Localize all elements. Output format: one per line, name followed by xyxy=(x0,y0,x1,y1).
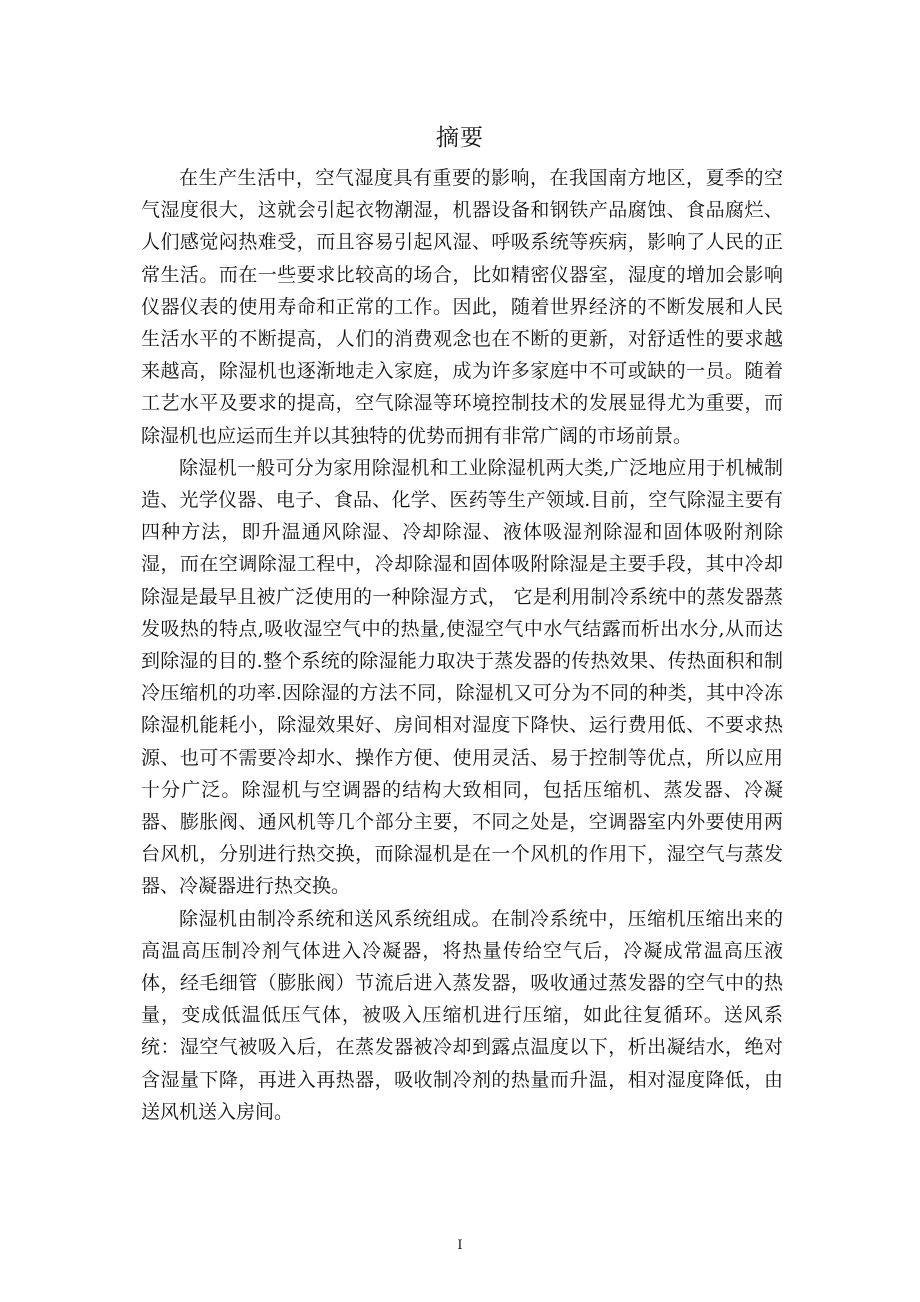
paragraph: 在生产生活中，空气湿度具有重要的影响，在我国南方地区，夏季的空气湿度很大，这就会引起衣物潮湿，机器设备和钢铁产品腐蚀、食品腐烂、人们感觉闷热难受，而且容易引起风湿、呼吸系统等疾病，影响了人民的正常生活。而在一些要求比较高的场合，比如精密仪器室，湿度的增加会影响仪器仪表的使用寿命和正常的工作。因此，随着世界经济的不断发展和人民生活水平的不断提高，人们的消费观念也在不断的更新，对舒适性的要求越来越高，除湿机也逐渐地走入家庭，成为许多家庭中不可或缺的一员。随着工艺水平及要求的提高，空气除湿等环境控制技术的发展显得尤为重要，而除湿机也应运而生并以其独特的优势而拥有非常广阔的市场前景。 xyxy=(141,167,783,447)
abstract-body xyxy=(141,162,783,1128)
paragraph: 除湿机一般可分为家用除湿机和工业除湿机两大类,广泛地应用于机械制造、光学仪器、电子、食品、化学、医药等生产领域.目前，空气除湿主要有四种方法，即升温通风除湿、冷却除湿、液体吸湿剂除湿和固体吸附剂除湿，而在空调除湿工程中，冷却除湿和固体吸附除湿是主要手段，其中冷却除湿是最早且被广泛使用的一种除湿方式， 它是利用制冷系统中的蒸发器蒸发吸热的特点,吸收湿空气中的热量,使湿空气中水气结露而析出水分,从而达到除湿的目的.整个系统的除湿能力取决于蒸发器的传热效果、传热面积和制冷压缩机的功率.因除湿的方法不同，除湿机又可分为不同的种类，其中冷冻除湿机能耗小，除湿效果好、房间相对湿度下降快、运行费用低、不要求热源、也可不需要冷却水、操作方便、使用灵活、易于控制等优点，所以应用十分广泛。除湿机与空调器的结构大致相同，包括压缩机、蒸发器、冷凝器、膨胀阀、通风机等几个部分主要，不同之处是，空调器室内外要使用两台风机，分别进行热交换，而除湿机是在一个风机的作用下，湿空气与蒸发器、冷凝器进行热交换。 xyxy=(141,456,783,898)
page-number: I xyxy=(457,1238,463,1253)
paragraph: 除湿机由制冷系统和送风系统组成。在制冷系统中，压缩机压缩出来的高温高压制冷剂气体进入冷凝器，将热量传给空气后，冷凝成常温高压液体，经毛细管（膨胀阀）节流后进入蒸发器，吸收通过蒸发器的空气中的热量，变成低温低压气体，被吸入压缩机进行压缩，如此往复循环。送风系统：湿空气被吸入后，在蒸发器被冷却到露点温度以下，析出凝结水，绝对含湿量下降，再进入再热器，吸收制冷剂的热量而升温，相对湿度降低，由送风机送入房间。 xyxy=(141,907,783,1123)
page-title: 摘要 xyxy=(436,125,484,151)
